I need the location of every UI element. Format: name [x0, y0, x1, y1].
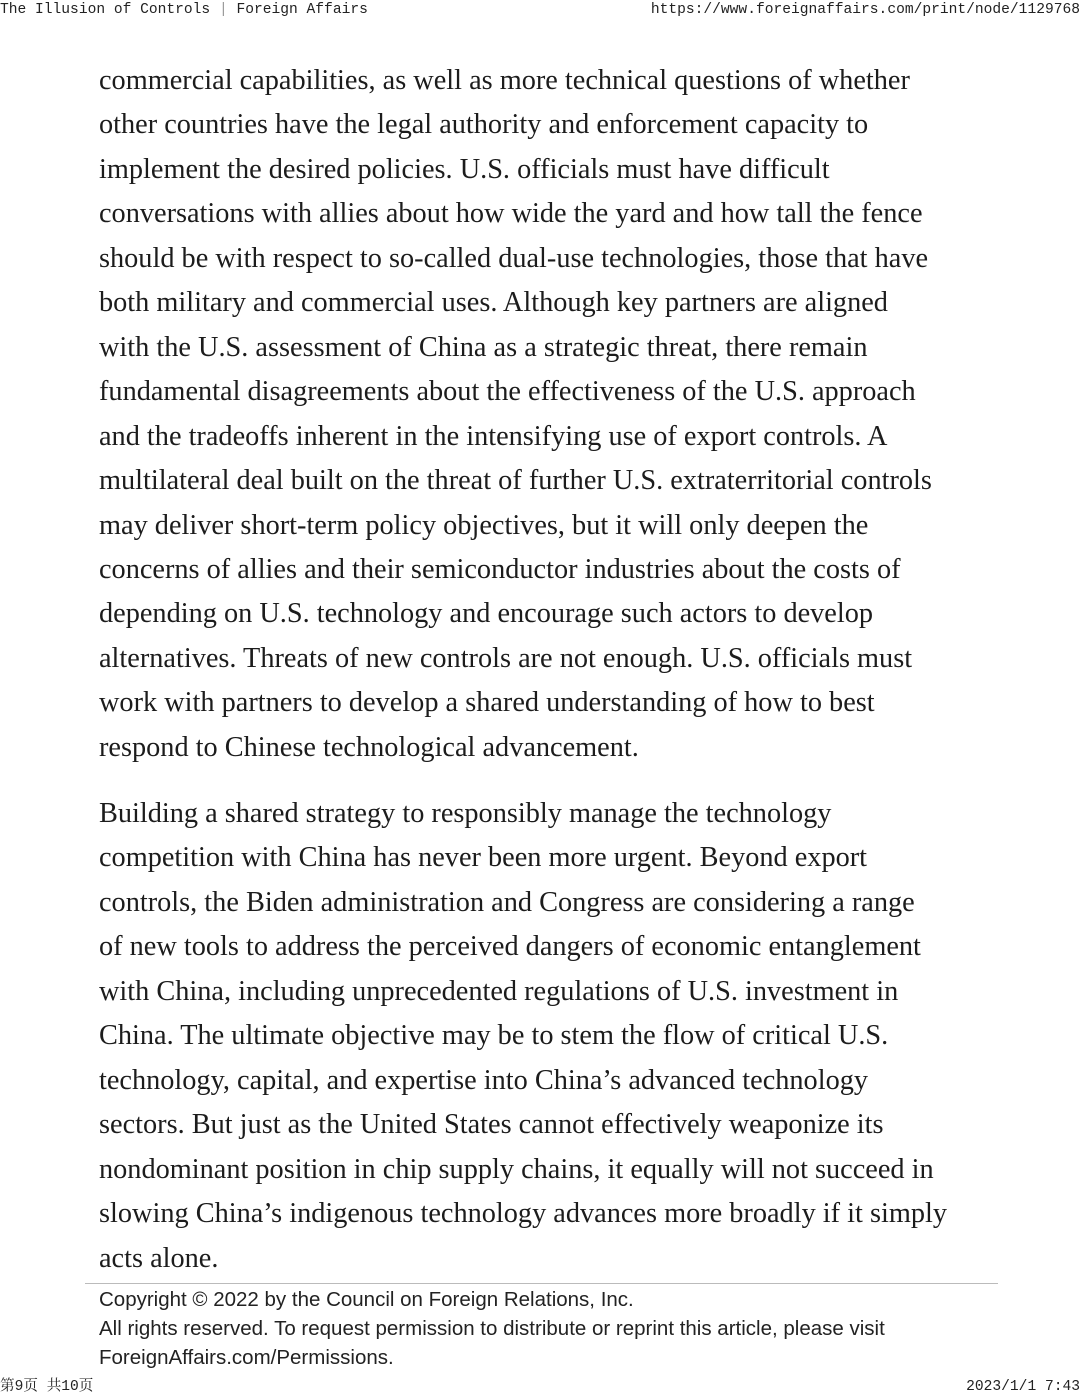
text-line: sectors. But just as the United States cannot effectively weaponize its	[99, 1109, 884, 1141]
text-line: implement the desired policies. U.S. officials must have difficult	[99, 153, 830, 185]
copyright-text: Copyright © 2022 by the Council on Foreign Relations, Inc.	[99, 1288, 634, 1311]
page-number: 第9页 共10页	[0, 1379, 94, 1395]
text-line: should be with respect to so-called dual-use technologies, those that have	[99, 242, 929, 274]
text-line: of new tools to address the perceived dangers of economic entanglement	[99, 931, 921, 963]
text-line: respond to Chinese technological advancement.	[99, 731, 639, 763]
text-line: nondominant position in chip supply chains, it equally will not succeed in	[99, 1153, 934, 1185]
text-line: slowing China’s indigenous technology advances more broadly if it simply	[99, 1198, 947, 1230]
text-line: competition with China has never been more urgent. Beyond export	[99, 842, 868, 874]
print-header-title	[0, 0, 368, 20]
text-line: may deliver short-term policy objectives, but it will only deepen the	[99, 509, 869, 541]
text-line: work with partners to develop a shared understanding of how to best	[99, 687, 875, 719]
text-line: both military and commercial uses. Although key partners are aligned	[99, 287, 888, 319]
text-line: acts alone.	[99, 1242, 219, 1274]
print-datetime: 2023/1/1 7:43	[966, 1379, 1080, 1395]
divider	[85, 1283, 998, 1284]
text-line: with China, including unprecedented regulations of U.S. investment in	[99, 975, 899, 1007]
site-name: Foreign Affairs	[236, 2, 368, 18]
print-header-url: https://www.foreignaffairs.com/print/node/1129768	[650, 2, 1080, 18]
text-line: depending on U.S. technology and encourage such actors to develop	[99, 598, 874, 630]
text-line: controls, the Biden administration and Congress are considering a range	[99, 886, 915, 918]
header-separator: |	[218, 2, 228, 18]
text-line: concerns of allies and their semiconductor industries about the costs of	[99, 553, 901, 585]
text-line: commercial capabilities, as well as more technical questions of whether	[99, 65, 910, 96]
text-line: technology, capital, and expertise into China’s advanced technology	[99, 1064, 869, 1096]
text-line: fundamental disagreements about the effectiveness of the U.S. approach	[99, 376, 916, 408]
text-line: China. The ultimate objective may be to stem the flow of critical U.S.	[99, 1020, 889, 1052]
text-line: Building a shared strategy to responsibly manage the technology	[99, 798, 832, 829]
text-line: other countries have the legal authority and enforcement capacity to	[99, 109, 869, 141]
text-line: alternatives. Threats of new controls are not enough. U.S. officials must	[99, 642, 913, 674]
text-line: and the tradeoffs inherent in the intensifying use of export controls. A	[99, 420, 888, 452]
text-line: conversations with allies about how wide the yard and how tall the fence	[99, 198, 923, 230]
text-line: with the U.S. assessment of China as a strategic threat, there remain	[99, 331, 868, 363]
rights-text: All rights reserved. To request permission to distribute or reprint this article, please visit	[99, 1317, 885, 1340]
permissions-link[interactable]: ForeignAffairs.com/Permissions.	[99, 1346, 394, 1369]
text-line: multilateral deal built on the threat of further U.S. extraterritorial controls	[99, 465, 932, 497]
article-title: The Illusion of Controls	[0, 2, 211, 18]
